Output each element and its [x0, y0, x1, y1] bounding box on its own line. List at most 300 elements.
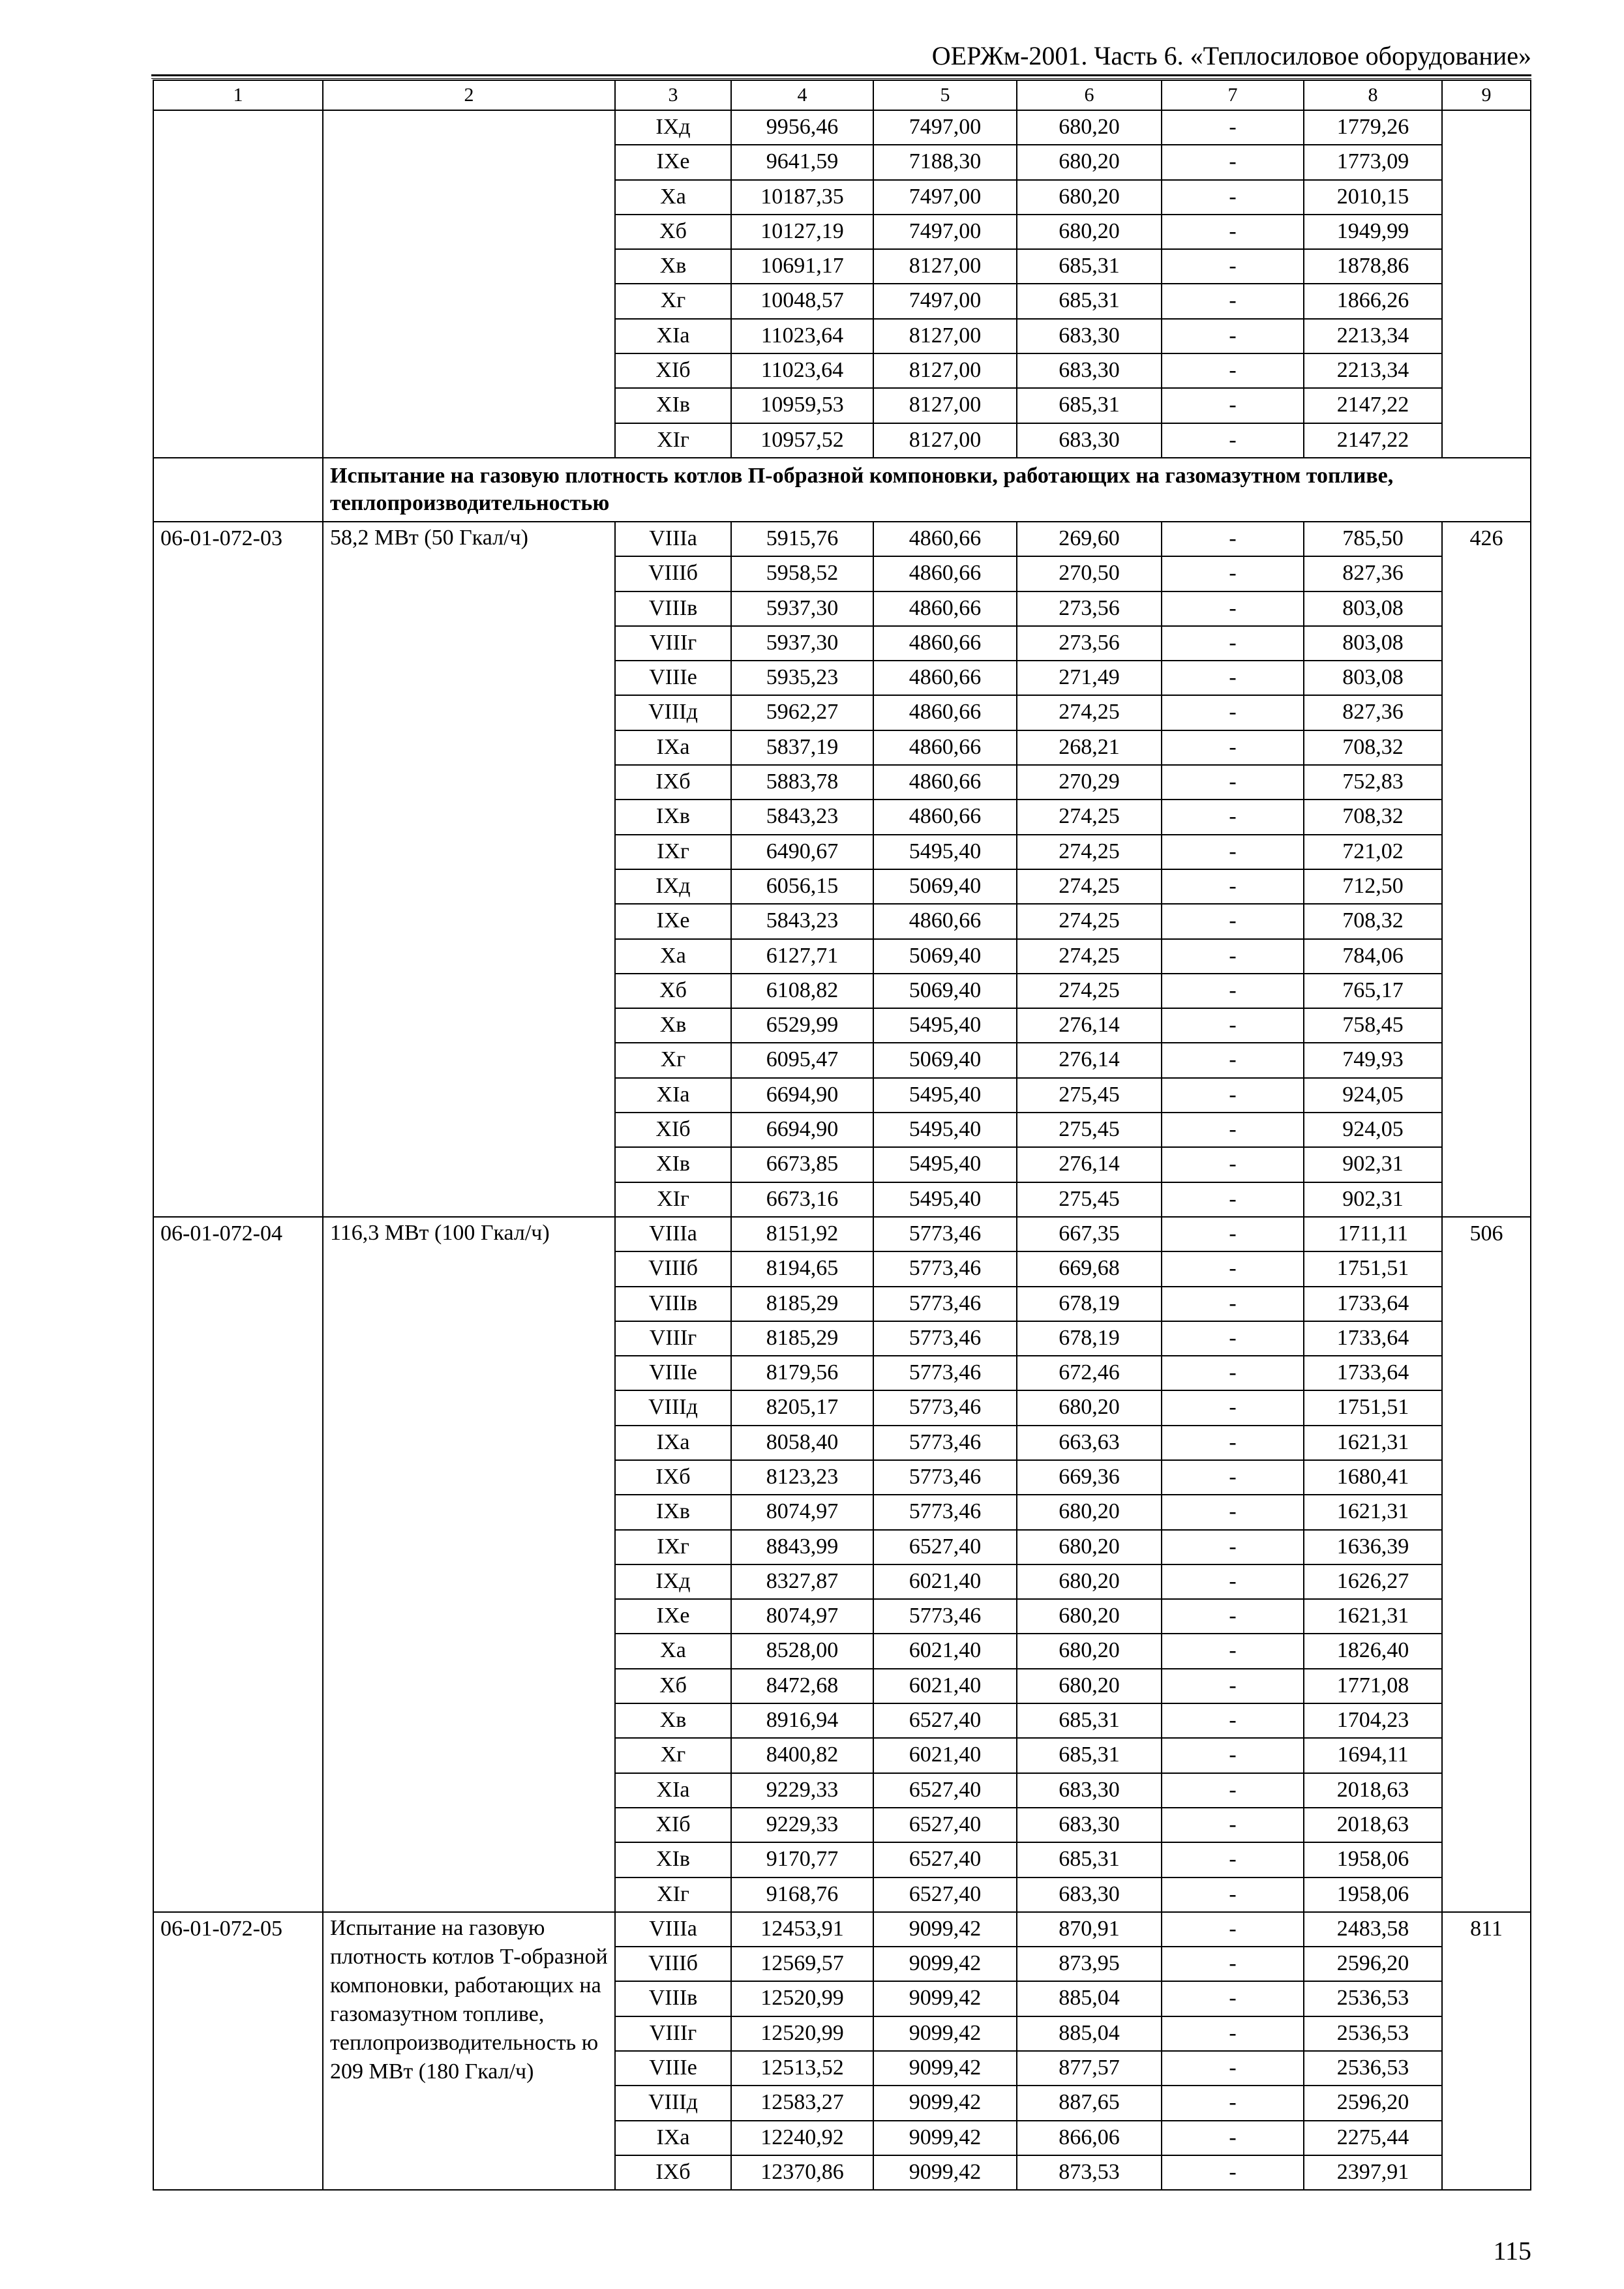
table-cell: -: [1162, 1842, 1304, 1877]
table-cell: 11023,64: [731, 319, 873, 353]
table-cell: VIIIд: [615, 2086, 731, 2120]
table-cell: 4860,66: [873, 730, 1017, 765]
table-cell: VIIIд: [615, 695, 731, 730]
table-body: [153, 110, 1531, 2190]
table-cell: 6527,40: [873, 1878, 1017, 1912]
table-cell: 1751,51: [1304, 1251, 1442, 1286]
table-cell: -: [1162, 2051, 1304, 2086]
table-cell: 4860,66: [873, 695, 1017, 730]
table-cell: 11023,64: [731, 353, 873, 388]
table-cell: 5843,23: [731, 904, 873, 938]
table-cell: 873,95: [1017, 1947, 1162, 1981]
table-cell: Xг: [615, 284, 731, 318]
table-cell: Xв: [615, 249, 731, 284]
page-header-title: ОЕРЖм-2001. Часть 6. «Теплосиловое оборудование»: [931, 41, 1531, 70]
table-cell: VIIIе: [615, 1356, 731, 1390]
table-cell: 6527,40: [873, 1773, 1017, 1808]
table-cell: -: [1162, 1113, 1304, 1147]
table-cell: 6529,99: [731, 1008, 873, 1043]
table-cell: 5935,23: [731, 661, 873, 695]
table-cell: 9956,46: [731, 110, 873, 145]
table-cell: -: [1162, 730, 1304, 765]
table-cell: -: [1162, 1287, 1304, 1321]
table-cell: VIIIг: [615, 626, 731, 661]
table-cell: 685,31: [1017, 249, 1162, 284]
table-cell: 9099,42: [873, 2155, 1017, 2190]
table-cell: 672,46: [1017, 1356, 1162, 1390]
table-cell: 274,25: [1017, 974, 1162, 1008]
table-cell: 10959,53: [731, 388, 873, 423]
table-cell: 8179,56: [731, 1356, 873, 1390]
table-cell: 685,31: [1017, 1842, 1162, 1877]
table-cell: -: [1162, 1634, 1304, 1668]
table-cell: 5883,78: [731, 765, 873, 800]
table-cell: Xа: [615, 180, 731, 215]
table-cell: 6673,85: [731, 1147, 873, 1182]
table-cell: IXд: [615, 1564, 731, 1599]
table-cell: -: [1162, 1390, 1304, 1425]
table-cell: -: [1162, 1738, 1304, 1773]
table-cell: 5773,46: [873, 1217, 1017, 1251]
table-cell: 12520,99: [731, 1981, 873, 2016]
table-cell: 270,29: [1017, 765, 1162, 800]
table-cell: Xб: [615, 974, 731, 1008]
table-cell: 4860,66: [873, 661, 1017, 695]
table-cell: Xб: [615, 1669, 731, 1703]
table-cell: 5958,52: [731, 556, 873, 591]
table-cell: 5962,27: [731, 695, 873, 730]
table-cell: 887,65: [1017, 2086, 1162, 2120]
table-cell: XIг: [615, 423, 731, 458]
table-cell: VIIIд: [615, 1390, 731, 1425]
table-cell: VIIIг: [615, 2016, 731, 2051]
table-cell: 680,20: [1017, 1390, 1162, 1425]
table-cell: 784,06: [1304, 939, 1442, 974]
table-cell: 2483,58: [1304, 1912, 1442, 1947]
table-cell: 6527,40: [873, 1842, 1017, 1877]
table-cell: -: [1162, 249, 1304, 284]
table-cell: 5773,46: [873, 1599, 1017, 1634]
table-cell: XIб: [615, 353, 731, 388]
table-cell: 9099,42: [873, 2121, 1017, 2155]
table-cell: 9170,77: [731, 1842, 873, 1877]
table-cell: 6490,67: [731, 835, 873, 869]
table-cell: 4860,66: [873, 800, 1017, 834]
table-cell: XIа: [615, 1078, 731, 1113]
table-cell: -: [1162, 904, 1304, 938]
table-cell: 683,30: [1017, 1808, 1162, 1842]
table-cell: 2596,20: [1304, 1947, 1442, 1981]
table-cell: 276,14: [1017, 1008, 1162, 1043]
table-cell: IXа: [615, 2121, 731, 2155]
table-cell: 683,30: [1017, 423, 1162, 458]
table-cell: 12513,52: [731, 2051, 873, 2086]
table-cell: -: [1162, 215, 1304, 249]
table-cell: 1621,31: [1304, 1599, 1442, 1634]
table-cell: 803,08: [1304, 626, 1442, 661]
table-cell: -: [1162, 2016, 1304, 2051]
table-cell: 827,36: [1304, 556, 1442, 591]
table-cell: 1733,64: [1304, 1287, 1442, 1321]
table-cell: 1771,08: [1304, 1669, 1442, 1703]
column-number: 6: [1017, 80, 1162, 110]
table-cell: -: [1162, 765, 1304, 800]
table-cell: XIг: [615, 1878, 731, 1912]
column-9-value: [1442, 110, 1531, 458]
table-cell: 924,05: [1304, 1078, 1442, 1113]
table-cell: 6056,15: [731, 869, 873, 904]
section-row: [153, 458, 1531, 522]
table-cell: VIIIе: [615, 2051, 731, 2086]
table-cell: XIб: [615, 1808, 731, 1842]
table-cell: -: [1162, 626, 1304, 661]
table-cell: 1779,26: [1304, 110, 1442, 145]
table-cell: -: [1162, 835, 1304, 869]
table-cell: 5773,46: [873, 1321, 1017, 1356]
table-cell: 6673,16: [731, 1182, 873, 1217]
table-cell: 10957,52: [731, 423, 873, 458]
table-cell: 680,20: [1017, 1599, 1162, 1634]
table-row: [153, 1912, 1531, 1947]
table-cell: -: [1162, 388, 1304, 423]
table-cell: 274,25: [1017, 835, 1162, 869]
table-cell: 8194,65: [731, 1251, 873, 1286]
table-cell: -: [1162, 522, 1304, 556]
table-cell: 5495,40: [873, 1182, 1017, 1217]
table-cell: 8127,00: [873, 353, 1017, 388]
table-cell: 6527,40: [873, 1530, 1017, 1564]
table-cell: -: [1162, 1981, 1304, 2016]
table-cell: 6095,47: [731, 1043, 873, 1077]
table-cell: 902,31: [1304, 1182, 1442, 1217]
table-cell: 803,08: [1304, 591, 1442, 626]
table-cell: 5495,40: [873, 1008, 1017, 1043]
table-cell: IXб: [615, 765, 731, 800]
table-cell: 7497,00: [873, 110, 1017, 145]
table-cell: 680,20: [1017, 145, 1162, 179]
table-cell: 8843,99: [731, 1530, 873, 1564]
table-cell: VIIIа: [615, 1217, 731, 1251]
table-cell: -: [1162, 2121, 1304, 2155]
norms-table: [153, 80, 1531, 2191]
table-cell: Xв: [615, 1008, 731, 1043]
table-cell: -: [1162, 1669, 1304, 1703]
table-cell: 274,25: [1017, 695, 1162, 730]
table-cell: 9099,42: [873, 1981, 1017, 2016]
table-cell: 1751,51: [1304, 1390, 1442, 1425]
table-cell: 6694,90: [731, 1113, 873, 1147]
table-cell: -: [1162, 1878, 1304, 1912]
table-cell: VIIIб: [615, 1947, 731, 1981]
table-cell: VIIIг: [615, 1321, 731, 1356]
table-cell: 708,32: [1304, 904, 1442, 938]
table-cell: -: [1162, 1495, 1304, 1529]
table-cell: 4860,66: [873, 904, 1017, 938]
table-cell: 9099,42: [873, 2086, 1017, 2120]
table-cell: 8127,00: [873, 249, 1017, 284]
table-cell: 1866,26: [1304, 284, 1442, 318]
table-cell: -: [1162, 319, 1304, 353]
table-cell: 785,50: [1304, 522, 1442, 556]
table-cell: 5843,23: [731, 800, 873, 834]
table-cell: Xа: [615, 1634, 731, 1668]
table-cell: 12370,86: [731, 2155, 873, 2190]
table-cell: IXб: [615, 1460, 731, 1495]
table-cell: XIг: [615, 1182, 731, 1217]
table-cell: 4860,66: [873, 522, 1017, 556]
table-cell: 8185,29: [731, 1321, 873, 1356]
table-cell: 5495,40: [873, 1113, 1017, 1147]
table-cell: 5773,46: [873, 1356, 1017, 1390]
column-number: 9: [1442, 80, 1531, 110]
table-cell: 274,25: [1017, 939, 1162, 974]
table-cell: -: [1162, 1703, 1304, 1738]
table-cell: 8127,00: [873, 319, 1017, 353]
table-cell: -: [1162, 1321, 1304, 1356]
table-cell: 683,30: [1017, 319, 1162, 353]
table-cell: 870,91: [1017, 1912, 1162, 1947]
table-cell: IXг: [615, 1530, 731, 1564]
table-cell: 10187,35: [731, 180, 873, 215]
table-cell: 276,14: [1017, 1147, 1162, 1182]
table-cell: IXд: [615, 869, 731, 904]
table-cell: -: [1162, 869, 1304, 904]
table-cell: -: [1162, 2086, 1304, 2120]
table-cell: 5937,30: [731, 591, 873, 626]
table-cell: 12453,91: [731, 1912, 873, 1947]
table-cell: 7188,30: [873, 145, 1017, 179]
table-cell: 1958,06: [1304, 1878, 1442, 1912]
table-cell: 758,45: [1304, 1008, 1442, 1043]
table-cell: 721,02: [1304, 835, 1442, 869]
rate-name: 58,2 МВт (50 Гкал/ч): [323, 522, 615, 1217]
table-cell: 2213,34: [1304, 319, 1442, 353]
table-cell: 9168,76: [731, 1878, 873, 1912]
table-cell: 274,25: [1017, 904, 1162, 938]
table-cell: 827,36: [1304, 695, 1442, 730]
table-cell: 12240,92: [731, 2121, 873, 2155]
table-cell: XIа: [615, 1773, 731, 1808]
table-cell: 5773,46: [873, 1495, 1017, 1529]
table-cell: 663,63: [1017, 1426, 1162, 1460]
rate-code: 06-01-072-03: [153, 522, 323, 1217]
table-cell: 273,56: [1017, 591, 1162, 626]
table-cell: VIIIв: [615, 591, 731, 626]
table-cell: 5069,40: [873, 939, 1017, 974]
table-cell: 1621,31: [1304, 1426, 1442, 1460]
table-cell: 271,49: [1017, 661, 1162, 695]
table-cell: 6527,40: [873, 1703, 1017, 1738]
table-cell: 8327,87: [731, 1564, 873, 1599]
table-cell: -: [1162, 1251, 1304, 1286]
table-cell: 1711,11: [1304, 1217, 1442, 1251]
table-cell: 1878,86: [1304, 249, 1442, 284]
table-cell: -: [1162, 1564, 1304, 1599]
table-cell: 274,25: [1017, 869, 1162, 904]
table-cell: 680,20: [1017, 1634, 1162, 1668]
table-cell: 1733,64: [1304, 1321, 1442, 1356]
column-number: 2: [323, 80, 615, 110]
table-cell: 2018,63: [1304, 1808, 1442, 1842]
table-cell: 902,31: [1304, 1147, 1442, 1182]
table-cell: 4860,66: [873, 765, 1017, 800]
table-cell: 1733,64: [1304, 1356, 1442, 1390]
table-cell: XIб: [615, 1113, 731, 1147]
table-cell: 680,20: [1017, 215, 1162, 249]
table-cell: 7497,00: [873, 180, 1017, 215]
table-cell: 669,68: [1017, 1251, 1162, 1286]
column-number: 4: [731, 80, 873, 110]
table-cell: 6021,40: [873, 1564, 1017, 1599]
table-cell: 8528,00: [731, 1634, 873, 1668]
rate-code: 06-01-072-04: [153, 1217, 323, 1912]
table-cell: -: [1162, 110, 1304, 145]
table-cell: IXб: [615, 2155, 731, 2190]
table-cell: 803,08: [1304, 661, 1442, 695]
table-cell: 683,30: [1017, 1773, 1162, 1808]
table-cell: VIIIа: [615, 522, 731, 556]
table-cell: 5069,40: [873, 974, 1017, 1008]
table-cell: 924,05: [1304, 1113, 1442, 1147]
table-cell: 683,30: [1017, 1878, 1162, 1912]
table-cell: 9641,59: [731, 145, 873, 179]
table-cell: 2018,63: [1304, 1773, 1442, 1808]
table-cell: 5495,40: [873, 1147, 1017, 1182]
header-rule-thin: [151, 78, 1531, 79]
column-number: 3: [615, 80, 731, 110]
table-cell: 6127,71: [731, 939, 873, 974]
table-cell: 273,56: [1017, 626, 1162, 661]
table-cell: 4860,66: [873, 626, 1017, 661]
table-cell: 5495,40: [873, 1078, 1017, 1113]
table-cell: 680,20: [1017, 1530, 1162, 1564]
table-cell: -: [1162, 1530, 1304, 1564]
table-cell: -: [1162, 2155, 1304, 2190]
table-cell: 12569,57: [731, 1947, 873, 1981]
table-cell: 6021,40: [873, 1634, 1017, 1668]
table-cell: -: [1162, 145, 1304, 179]
table-cell: 680,20: [1017, 1564, 1162, 1599]
table-cell: 9229,33: [731, 1808, 873, 1842]
table-cell: -: [1162, 591, 1304, 626]
table-cell: 5773,46: [873, 1460, 1017, 1495]
rate-name: [323, 110, 615, 458]
table-cell: 275,45: [1017, 1078, 1162, 1113]
table-cell: -: [1162, 1426, 1304, 1460]
table-cell: -: [1162, 1043, 1304, 1077]
table-cell: 8074,97: [731, 1495, 873, 1529]
table-cell: 274,25: [1017, 800, 1162, 834]
table-cell: Xг: [615, 1043, 731, 1077]
table-cell: -: [1162, 939, 1304, 974]
table-cell: 1626,27: [1304, 1564, 1442, 1599]
table-cell: 685,31: [1017, 1703, 1162, 1738]
table-cell: 1949,99: [1304, 215, 1442, 249]
table-row: [153, 110, 1531, 145]
column-9-value: 506: [1442, 1217, 1531, 1912]
table-cell: 685,31: [1017, 284, 1162, 318]
column-number-row: [153, 80, 1531, 110]
table-cell: 7497,00: [873, 284, 1017, 318]
table-cell: 275,45: [1017, 1182, 1162, 1217]
table-cell: 708,32: [1304, 800, 1442, 834]
table-cell: 9099,42: [873, 1912, 1017, 1947]
table-cell: 678,19: [1017, 1287, 1162, 1321]
table-cell: Xг: [615, 1738, 731, 1773]
table-cell: VIIIб: [615, 556, 731, 591]
rate-code: 06-01-072-05: [153, 1912, 323, 2190]
rate-name: Испытание на газовую плотность котлов Т-образной компоновки, работающих на газомазутном топливе, теплопроизводительность ю 209 МВт (180 Гкал/ч): [323, 1912, 615, 2190]
table-cell: XIв: [615, 388, 731, 423]
table-cell: -: [1162, 1460, 1304, 1495]
table-cell: 765,17: [1304, 974, 1442, 1008]
table-cell: 7497,00: [873, 215, 1017, 249]
table-cell: 678,19: [1017, 1321, 1162, 1356]
table-cell: 2213,34: [1304, 353, 1442, 388]
table-cell: IXд: [615, 110, 731, 145]
table-cell: Xб: [615, 215, 731, 249]
table-cell: 275,45: [1017, 1113, 1162, 1147]
table-cell: 1694,11: [1304, 1738, 1442, 1773]
table-cell: -: [1162, 180, 1304, 215]
table-row: [153, 522, 1531, 556]
table-cell: VIIIе: [615, 661, 731, 695]
table-cell: 873,53: [1017, 2155, 1162, 2190]
table-cell: -: [1162, 1773, 1304, 1808]
table-cell: 268,21: [1017, 730, 1162, 765]
table-cell: 8916,94: [731, 1703, 873, 1738]
table-cell: 10048,57: [731, 284, 873, 318]
table-cell: 2536,53: [1304, 2051, 1442, 2086]
table-row: [153, 1217, 1531, 1251]
table-cell: 10691,17: [731, 249, 873, 284]
table-cell: VIIIб: [615, 1251, 731, 1286]
table-cell: 5069,40: [873, 869, 1017, 904]
table-cell: 10127,19: [731, 215, 873, 249]
table-cell: 4860,66: [873, 591, 1017, 626]
table-cell: 276,14: [1017, 1043, 1162, 1077]
page-number: 115: [1493, 2236, 1531, 2266]
table-cell: -: [1162, 1808, 1304, 1842]
table-cell: -: [1162, 353, 1304, 388]
table-cell: 712,50: [1304, 869, 1442, 904]
table-cell: -: [1162, 1947, 1304, 1981]
table-cell: 866,06: [1017, 2121, 1162, 2155]
table-cell: -: [1162, 556, 1304, 591]
table-cell: IXа: [615, 730, 731, 765]
table-cell: 8400,82: [731, 1738, 873, 1773]
column-number: 5: [873, 80, 1017, 110]
column-number: 8: [1304, 80, 1442, 110]
table-cell: -: [1162, 1599, 1304, 1634]
table-cell: XIв: [615, 1147, 731, 1182]
table-cell: 9229,33: [731, 1773, 873, 1808]
table-cell: VIIIа: [615, 1912, 731, 1947]
table-cell: 2596,20: [1304, 2086, 1442, 2120]
table-cell: 2147,22: [1304, 388, 1442, 423]
table-cell: 9099,42: [873, 2051, 1017, 2086]
table-cell: -: [1162, 1217, 1304, 1251]
table-cell: 2397,91: [1304, 2155, 1442, 2190]
table-cell: -: [1162, 423, 1304, 458]
table-cell: 752,83: [1304, 765, 1442, 800]
table-cell: 8123,23: [731, 1460, 873, 1495]
table-cell: 1958,06: [1304, 1842, 1442, 1877]
table-cell: 6694,90: [731, 1078, 873, 1113]
table-cell: 2536,53: [1304, 1981, 1442, 2016]
table-cell: IXв: [615, 1495, 731, 1529]
table-cell: 1773,09: [1304, 145, 1442, 179]
